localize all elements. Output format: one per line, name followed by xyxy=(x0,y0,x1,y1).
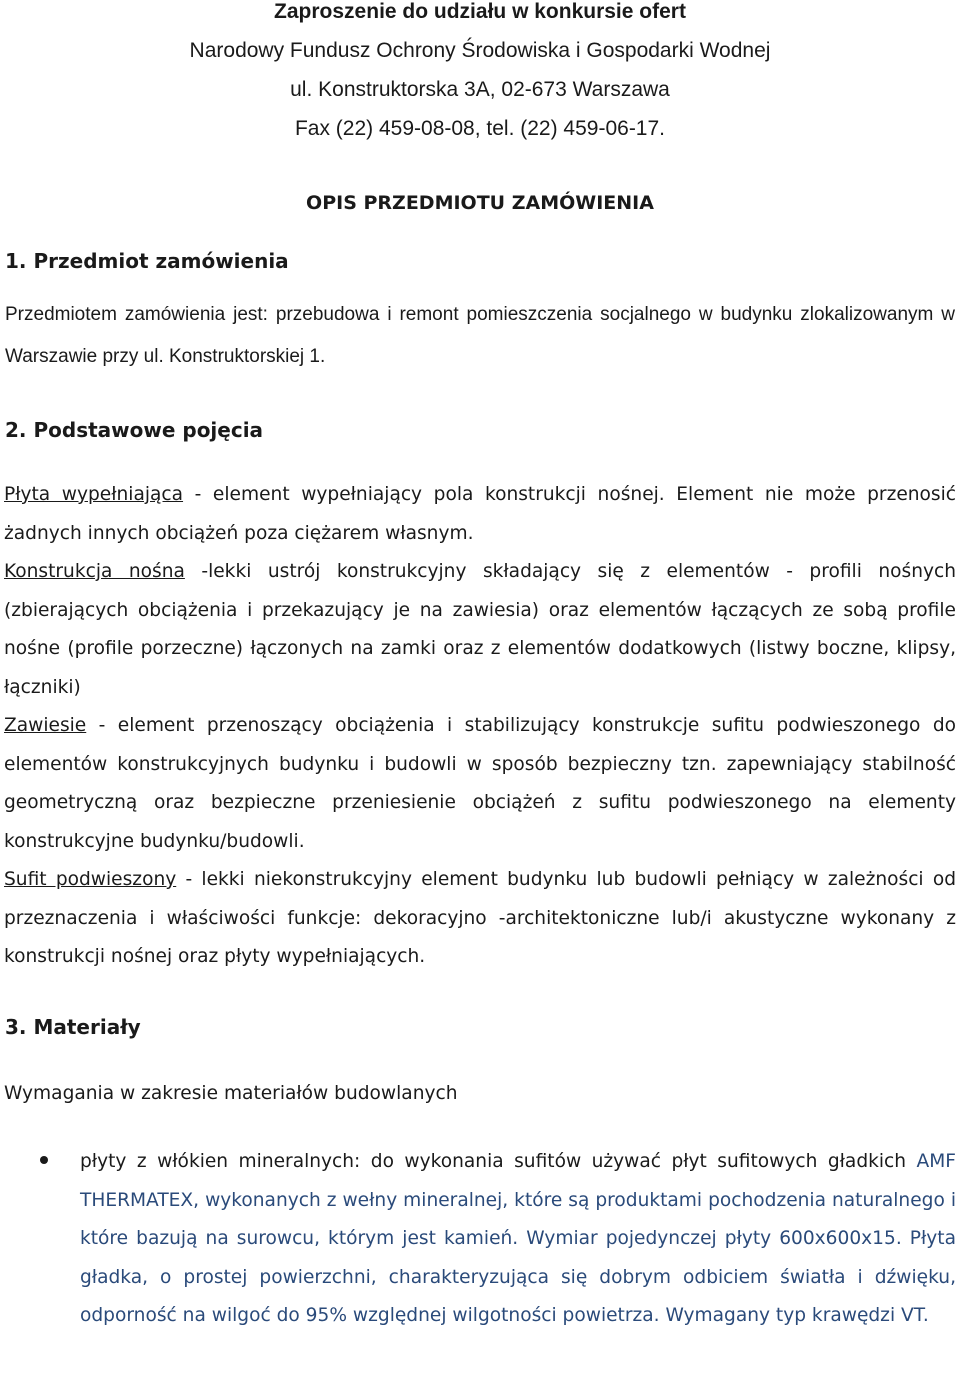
definition-term: Płyta wypełniająca xyxy=(4,484,184,505)
list-item-lead: płyty z włókien mineralnych: do wykonania sufitów używać płyt sufitowych gładkich xyxy=(80,1151,917,1172)
document-title: OPIS PRZEDMIOTU ZAMÓWIENIA xyxy=(306,192,654,214)
section-3-heading: 3. Materiały xyxy=(5,1014,141,1039)
definition-paragraph xyxy=(0,476,960,553)
header-title: Zaproszenie do udziału w konkursie ofert xyxy=(274,0,686,23)
header-org: Narodowy Fundusz Ochrony Środowiska i Gospodarki Wodnej xyxy=(189,39,771,62)
definition-term: Sufit podwieszony xyxy=(4,869,177,890)
materials-list xyxy=(0,1143,960,1336)
definition-text: - element przenoszący obciążenia i stabilizujący konstrukcje sufitu podwieszonego do elementów konstrukcyjnych budynku i budowli w sposób bezpieczny tzn. zapewniający stabilność geometryczną oraz bezpieczne przeniesienie obciążeń z sufitu podwieszonego na elementy konstrukcyjne budynku/budowli. xyxy=(4,715,956,852)
definition-paragraph xyxy=(0,707,960,861)
definition-text: - lekki niekonstrukcyjny element budynku lub budowli pełniący w zależności od przeznaczenia i właściwości funkcje: dekoracyjno -architektoniczne lub/i akustyczne wykonany z konstrukcji nośnej oraz płyty wypełniających. xyxy=(4,869,956,967)
definition-term: Zawiesie xyxy=(4,715,87,736)
definitions xyxy=(0,476,960,977)
letter-header xyxy=(0,0,960,148)
bullet-icon xyxy=(40,1156,48,1164)
header-contact: Fax (22) 459-08-08, tel. (22) 459-06-17. xyxy=(294,117,666,140)
list-item xyxy=(80,1143,956,1336)
list-item-rest: AMF THERMATEX, wykonanych z wełny mineralnej, które są produktami pochodzenia naturalnego i które bazują na surowcu, którym jest kamień. Wymiar pojedynczej płyty 600x600x15. Płyta gładka, o prostej powierzchni, charakteryzująca się dobrym odbiciem światła i dźwięku, odporność na wilgoć do 95% względnej wilgotności powietrza. Wymagany typ krawędzi VT. xyxy=(80,1151,956,1326)
definition-term: Konstrukcja nośna xyxy=(4,561,185,582)
definition-text: - element wypełniający pola konstrukcji nośnej. Element nie może przenosić żadnych innych obciążeń poza ciężarem własnym. xyxy=(4,484,956,544)
section-3-subheading: Wymagania w zakresie materiałów budowlanych xyxy=(4,1082,458,1104)
section-1-heading: 1. Przedmiot zamówienia xyxy=(5,249,289,273)
definition-text: -lekki ustrój konstrukcyjny składający się z elementów - profili nośnych (zbierających obciążenia i przekazujący je na zawiesia) oraz elementów łączących ze sobą profile nośne (profile porzeczne) łączonych na zamki oraz z elementów dodatkowych (listwy boczne, klipsy, łączniki) xyxy=(4,561,956,698)
header-address: ul. Konstruktorska 3A, 02-673 Warszawa xyxy=(290,78,670,101)
definition-paragraph xyxy=(0,861,960,977)
definition-paragraph xyxy=(0,553,960,707)
section-1-text: Przedmiotem zamówienia jest: przebudowa i remont pomieszczenia socjalnego w budynku zlokalizowanym w Warszawie przy ul. Konstruktorskiej 1. xyxy=(5,304,955,367)
section-2-heading: 2. Podstawowe pojęcia xyxy=(5,418,264,442)
